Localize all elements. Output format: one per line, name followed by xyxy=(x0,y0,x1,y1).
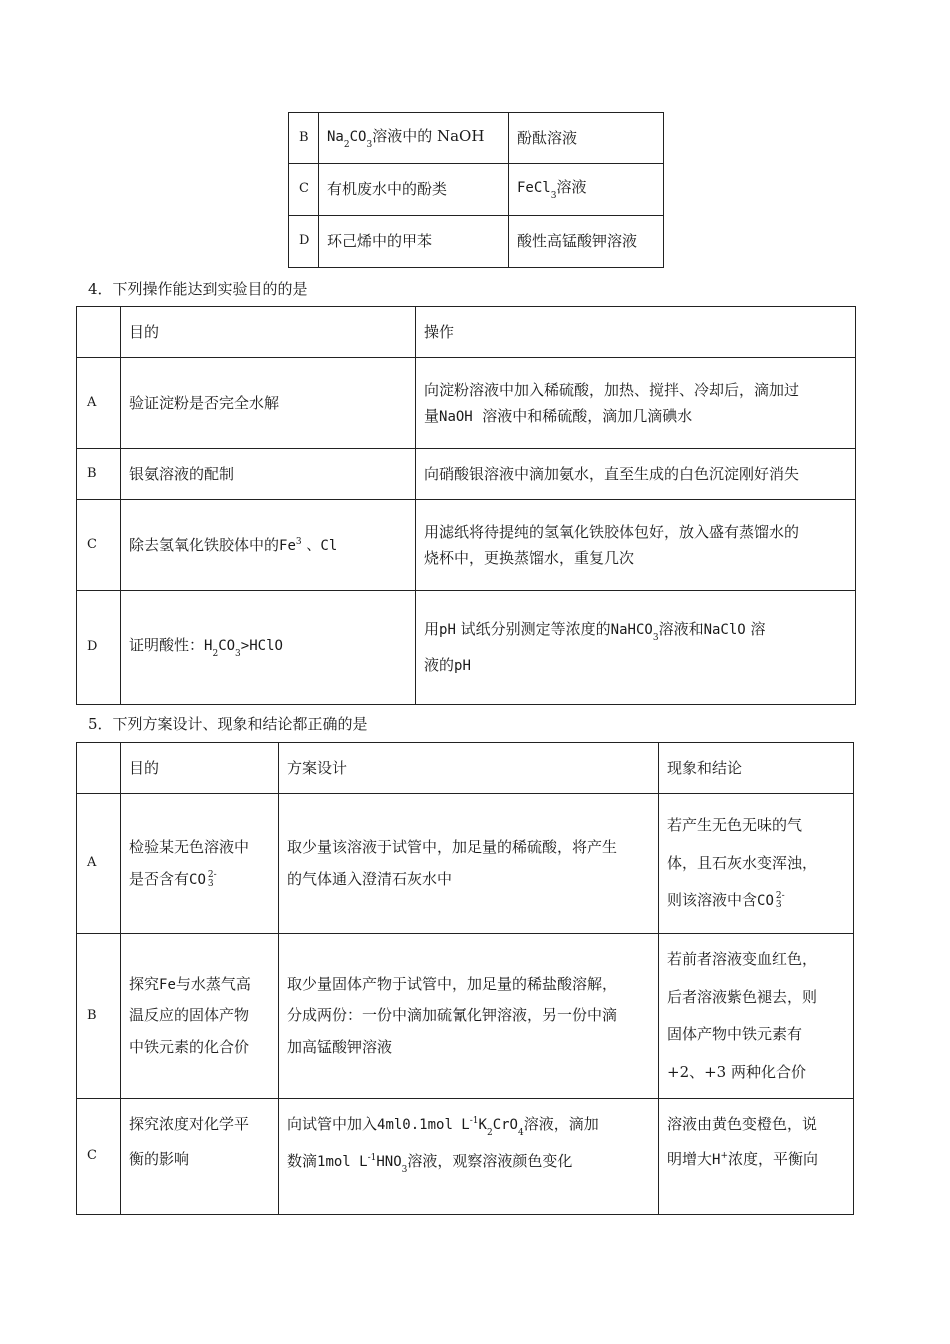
table-header-row xyxy=(77,743,854,794)
header-design: 方案设计 xyxy=(279,743,659,794)
row-label: C xyxy=(289,164,319,216)
impurity-cell: $Na_2CO_3$溶液中的 NaOH xyxy=(319,113,509,164)
question-5-title: 5．下列方案设计、现象和结论都正确的是 xyxy=(88,715,368,733)
row-label: A xyxy=(77,358,121,449)
operation-cell: 用pH 试纸分别测定等浓度的NaHCO$_3$溶液和NaClO 溶 液的pH xyxy=(416,591,856,705)
reagent-table xyxy=(288,112,664,268)
design-cell: 取少量该溶液于试管中，加足量的稀硫酸，将产生 的气体通入澄清石灰水中 xyxy=(279,794,659,934)
design-cell: 取少量固体产物于试管中，加足量的稀盐酸溶解， 分成两份：一份中滴加硫氰化钾溶液，另一份中滴 加高锰酸钾溶液 xyxy=(279,934,659,1099)
header-operation: 操作 xyxy=(416,307,856,358)
reagent-cell: 酸性高锰酸钾溶液 xyxy=(509,216,664,268)
operation-cell: 向淀粉溶液中加入稀硫酸，加热、搅拌、冷却后，滴加过 量NaOH 溶液中和稀硫酸，滴加几滴碘水 xyxy=(416,358,856,449)
question-4-table xyxy=(76,306,856,705)
purpose-cell: 检验某无色溶液中 是否含有CO 2- 3 xyxy=(121,794,279,934)
result-cell: 若前者溶液变血红色， 后者溶液紫色褪去，则 固体产物中铁元素有 +2、+3 两种化合价 xyxy=(659,934,854,1099)
purpose-cell: 除去氢氧化铁胶体中的Fe$^3$ 、Cl xyxy=(121,500,416,591)
table-row xyxy=(77,1099,854,1215)
header-result: 现象和结论 xyxy=(659,743,854,794)
table-row xyxy=(77,500,856,591)
row-label: C xyxy=(77,500,121,591)
question-4-title: 4．下列操作能达到实验目的的是 xyxy=(88,280,308,298)
row-label: B xyxy=(289,113,319,164)
table-row xyxy=(289,164,664,216)
table-row xyxy=(77,934,854,1099)
table-row xyxy=(77,591,856,705)
row-label: A xyxy=(77,794,121,934)
header-purpose: 目的 xyxy=(121,743,279,794)
design-cell: 向试管中加入4ml0.1mol $L^{-1}K_2CrO_4$溶液，滴加 数滴1mol $L^{-1}HNO_3$溶液，观察溶液颜色变化 xyxy=(279,1099,659,1215)
table-row xyxy=(289,216,664,268)
impurity-cell: 环己烯中的甲苯 xyxy=(319,216,509,268)
table-header-row xyxy=(77,307,856,358)
reagent-cell: 酚酞溶液 xyxy=(509,113,664,164)
header-blank xyxy=(77,743,121,794)
purpose-cell: 证明酸性：$H_2CO_3>HClO$ xyxy=(121,591,416,705)
table-row xyxy=(289,113,664,164)
result-cell: 溶液由黄色变橙色，说 明增大H+浓度，平衡向 xyxy=(659,1099,854,1215)
row-label: B xyxy=(77,449,121,500)
purpose-cell: 探究Fe与水蒸气高 温反应的固体产物 中铁元素的化合价 xyxy=(121,934,279,1099)
table-row xyxy=(77,358,856,449)
table-row xyxy=(77,794,854,934)
row-label: C xyxy=(77,1099,121,1215)
row-label: B xyxy=(77,934,121,1099)
table-row xyxy=(77,449,856,500)
row-label: D xyxy=(289,216,319,268)
header-blank xyxy=(77,307,121,358)
purpose-cell: 探究浓度对化学平 衡的影响 xyxy=(121,1099,279,1215)
purpose-cell: 银氨溶液的配制 xyxy=(121,449,416,500)
purpose-cell: 验证淀粉是否完全水解 xyxy=(121,358,416,449)
operation-cell: 用滤纸将待提纯的氢氧化铁胶体包好，放入盛有蒸馏水的 烧杯中，更换蒸馏水，重复几次 xyxy=(416,500,856,591)
result-cell: 若产生无色无味的气 体，且石灰水变浑浊， 则该溶液中含CO 2- 3 xyxy=(659,794,854,934)
reagent-cell: FeCl$_3$溶液 xyxy=(509,164,664,216)
operation-cell: 向硝酸银溶液中滴加氨水，直至生成的白色沉淀刚好消失 xyxy=(416,449,856,500)
impurity-cell: 有机废水中的酚类 xyxy=(319,164,509,216)
row-label: D xyxy=(77,591,121,705)
question-5-table xyxy=(76,742,854,1215)
header-purpose: 目的 xyxy=(121,307,416,358)
